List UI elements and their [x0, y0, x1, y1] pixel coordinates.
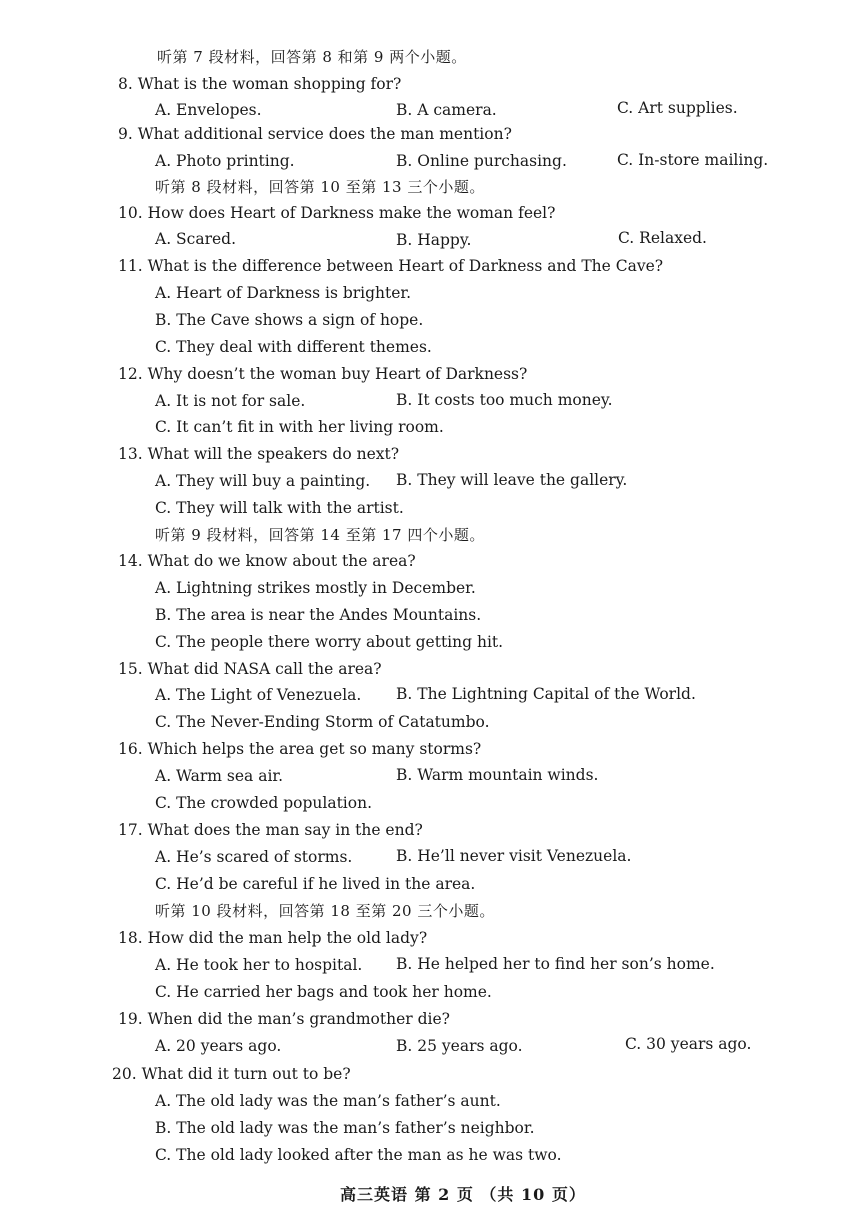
question-number: 9.	[118, 125, 133, 143]
option-b: B. The old lady was the man’s father’s neighbor.	[155, 1119, 535, 1137]
option-c: C. 30 years ago.	[625, 1035, 752, 1053]
question-number: 18.	[118, 929, 143, 947]
option-b: B. He helped her to find her son’s home.	[396, 955, 715, 973]
option-a: A. They will buy a painting.	[155, 472, 371, 490]
question-number: 12.	[118, 365, 143, 383]
question-stem: What does the man say in the end?	[147, 821, 423, 839]
option-c: C. It can’t fit in with her living room.	[155, 418, 444, 436]
question-number: 11.	[118, 257, 143, 275]
option-c: C. He carried her bags and took her home.	[155, 983, 492, 1001]
option-b: B. He’ll never visit Venezuela.	[396, 847, 632, 865]
question-number: 17.	[118, 821, 143, 839]
question-text	[118, 659, 382, 679]
option-b: B. Warm mountain winds.	[396, 766, 599, 784]
question-text	[118, 928, 427, 948]
option-c: C. In-store mailing.	[617, 151, 769, 169]
option-c: C. The people there worry about getting hit.	[155, 633, 504, 651]
question-number: 14.	[118, 552, 143, 570]
option-b: B. Happy.	[396, 231, 472, 249]
question-stem: Which helps the area get so many storms?	[147, 740, 482, 758]
question-stem: How does Heart of Darkness make the woman feel?	[147, 204, 556, 222]
option-b: B. Online purchasing.	[396, 152, 567, 170]
question-text	[118, 203, 555, 223]
option-a: A. Warm sea air.	[155, 767, 284, 785]
question-stem: What is the woman shopping for?	[137, 75, 402, 93]
section-instruction: 听第 7 段材料，回答第 8 和第 9 两个小题。	[157, 48, 467, 66]
question-text	[112, 1064, 351, 1084]
question-number: 8.	[118, 75, 133, 93]
question-stem: How did the man help the old lady?	[147, 929, 428, 947]
option-a: A. 20 years ago.	[155, 1037, 282, 1055]
option-b: B. The Lightning Capital of the World.	[396, 685, 696, 703]
question-stem: What did it turn out to be?	[141, 1065, 351, 1083]
section-instruction: 听第 10 段材料，回答第 18 至第 20 三个小题。	[155, 902, 495, 920]
question-text	[118, 551, 416, 571]
question-number: 20.	[112, 1065, 137, 1083]
question-stem: When did the man’s grandmother die?	[147, 1010, 450, 1028]
option-a: A. Scared.	[155, 230, 237, 248]
option-b: B. They will leave the gallery.	[396, 471, 628, 489]
question-stem: Why doesn’t the woman buy Heart of Darkness?	[147, 365, 528, 383]
section-instruction: 听第 9 段材料，回答第 14 至第 17 四个小题。	[155, 526, 485, 544]
question-stem: What do we know about the area?	[147, 552, 416, 570]
option-c: C. The crowded population.	[155, 794, 372, 812]
option-c: C. Art supplies.	[617, 99, 738, 117]
question-text	[118, 256, 663, 276]
section-instruction: 听第 8 段材料，回答第 10 至第 13 三个小题。	[155, 178, 485, 196]
question-number: 19.	[118, 1010, 143, 1028]
option-b: B. The area is near the Andes Mountains.	[155, 606, 482, 624]
question-stem: What will the speakers do next?	[147, 445, 400, 463]
page-footer: 高三英语 第 2 页 （共 10 页）	[340, 1185, 586, 1204]
option-a: A. He’s scared of storms.	[155, 848, 353, 866]
option-c: C. Relaxed.	[618, 229, 707, 247]
question-text	[118, 444, 399, 464]
question-number: 13.	[118, 445, 143, 463]
question-stem: What did NASA call the area?	[147, 660, 382, 678]
option-b: B. It costs too much money.	[396, 391, 613, 409]
option-c: C. They will talk with the artist.	[155, 499, 404, 517]
question-text	[118, 820, 423, 840]
option-a: A. Photo printing.	[155, 152, 295, 170]
option-a: A. It is not for sale.	[155, 392, 306, 410]
option-b: B. The Cave shows a sign of hope.	[155, 311, 424, 329]
question-number: 10.	[118, 204, 143, 222]
option-c: C. He’d be careful if he lived in the area.	[155, 875, 476, 893]
option-c: C. The old lady looked after the man as he was two.	[155, 1146, 562, 1164]
question-text	[118, 364, 527, 384]
option-a: A. He took her to hospital.	[155, 956, 363, 974]
option-a: A. The Light of Venezuela.	[155, 686, 362, 704]
option-a: A. Heart of Darkness is brighter.	[155, 284, 412, 302]
option-b: B. A camera.	[396, 101, 497, 119]
question-text	[118, 124, 512, 144]
option-c: C. They deal with different themes.	[155, 338, 432, 356]
option-b: B. 25 years ago.	[396, 1037, 523, 1055]
question-number: 15.	[118, 660, 143, 678]
question-stem: What is the difference between Heart of Darkness and The Cave?	[147, 257, 664, 275]
question-number: 16.	[118, 740, 143, 758]
option-a: A. Lightning strikes mostly in December.	[155, 579, 476, 597]
question-stem: What additional service does the man mention?	[137, 125, 512, 143]
question-text	[118, 739, 481, 759]
question-text	[118, 74, 401, 94]
option-a: A. The old lady was the man’s father’s aunt.	[155, 1092, 501, 1110]
option-a: A. Envelopes.	[155, 101, 262, 119]
question-text	[118, 1009, 450, 1029]
option-c: C. The Never-Ending Storm of Catatumbo.	[155, 713, 490, 731]
